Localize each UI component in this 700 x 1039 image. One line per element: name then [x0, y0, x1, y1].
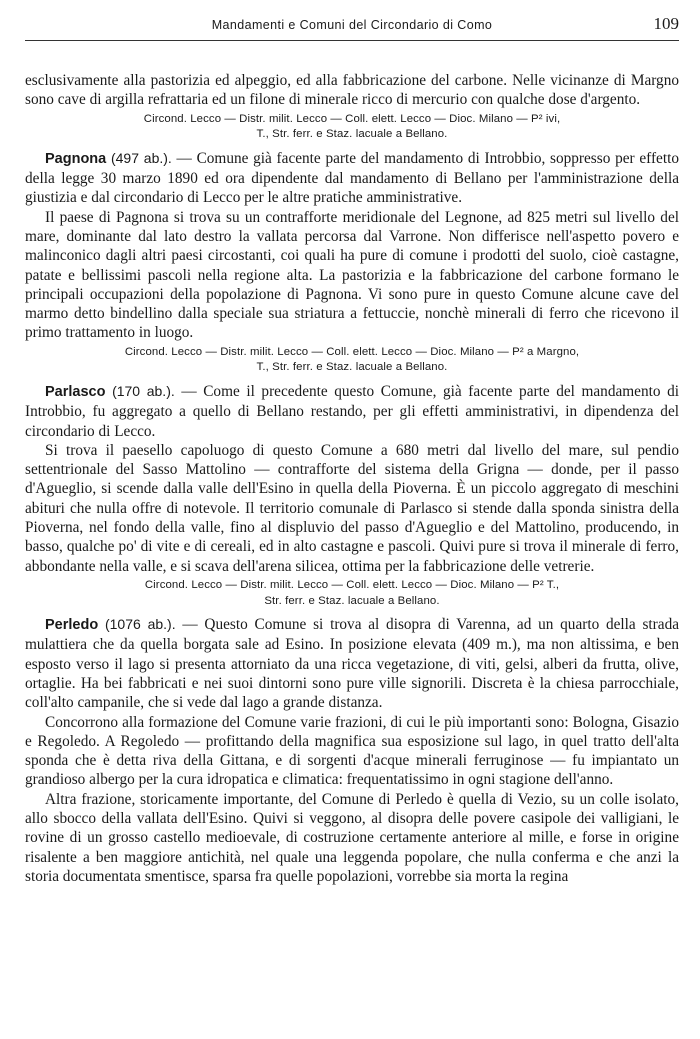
- pagnona-paragraph-1: [25, 149, 679, 208]
- parlasco-name: Parlasco: [45, 383, 106, 400]
- perledo-paragraph-3: Altra frazione, storicamente importante, del Comune di Perledo è quella di Vezio, su un colle isolato, allo sbocco della vallata dell'Esino. Quivi si veggono, al disopra delle povere casipole dei valligiani, le rovine di un grosso castello medioevale, di costruzione certamente anteriore al mille, e forse in origine risalente a ben maggiore antichità, nel quale una leggenda popolare, che nulla conferma e che anzi la storia documentata smentisce, sparsa fra quelle popolazioni, vorrebbe sia morta la regina: [25, 790, 679, 885]
- entry-perledo: [25, 615, 679, 886]
- parlasco-p1-text: — Come il precedente questo Comune, già facente parte del mandamento di Introbbio, fu aggregato a quello di Bellano restando, per gli effetti amministrativi, in dipendenza del circondario di Lecco.: [25, 382, 679, 440]
- running-title: Mandamenti e Comuni del Circondario di Como: [211, 18, 493, 32]
- entry-parlasco: [25, 382, 679, 609]
- intro-meta-line2: T., Str. ferr. e Staz. lacuale a Bellano.: [256, 128, 448, 141]
- document-page: [25, 12, 679, 886]
- pagnona-meta-line1: Circond. Lecco — Distr. milit. Lecco — Coll. elett. Lecco — Dioc. Milano — P² a Margno,: [124, 345, 580, 358]
- perledo-p1-text: — Questo Comune si trova al disopra di Varenna, ad un quarto della strada mulattiera che da quella borgata sale ad Esino. In posizione elevata (409 m.), ma non altissima, e ben esposto verso il lago si presenta attorniato da una ricca vegetazione, di viti, gelsi, alberi da frutta, olive, ortaglie. Ha bei fabbricati e nei suoi dintorni sono pure ville signorili. Discreta è la chiesa parrocchiale, coll'alto campanile, che si vede dal lago a grande distanza.: [25, 616, 680, 712]
- pagnona-name: Pagnona: [45, 150, 107, 167]
- intro-meta-line1: Circond. Lecco — Distr. milit. Lecco — Coll. elett. Lecco — Dioc. Milano — P² ivi,: [143, 112, 561, 125]
- entry-pagnona: [25, 149, 679, 376]
- page-number: 109: [653, 14, 679, 33]
- perledo-paragraph-2: Concorrono alla formazione del Comune varie frazioni, di cui le più importanti sono: Bologna, Gisazio e Regoledo. A Regoledo — profittando della magnifica sua esposizione sul lago, in quel tratto dell'alta sponda che è detta riva della Gittana, e di sorgenti d'acque minerali ferruginose — fu impiantato un grandioso albergo per la cura idropatica e climatica: frequentatissimo in ogni stagione dell'anno.: [25, 713, 679, 789]
- pagnona-admin-info: [25, 345, 679, 376]
- perledo-population: (1076 ab.).: [104, 616, 176, 633]
- page-header: [25, 12, 679, 41]
- parlasco-population: (170 ab.).: [112, 382, 175, 399]
- perledo-name: Perledo: [45, 617, 99, 634]
- perledo-paragraph-1: [25, 615, 679, 712]
- parlasco-meta-line2: Str. ferr. e Staz. lacuale a Bellano.: [264, 594, 440, 607]
- parlasco-admin-info: [25, 578, 679, 609]
- pagnona-meta-line2: T., Str. ferr. e Staz. lacuale a Bellano.: [256, 361, 448, 374]
- parlasco-paragraph-1: [25, 382, 679, 441]
- intro-paragraph: esclusivamente alla pastorizia ed alpeggio, ed alla fabbricazione del carbone. Nelle vicinanze di Margno sono cave di argilla refrattaria ed un filone di minerale ricco di mercurio con qualche dose d'argento.: [25, 72, 679, 109]
- pagnona-population: (497 ab.).: [110, 149, 172, 166]
- pagnona-p1-text: — Comune già facente parte del mandamento di Introbbio, soppresso per effetto della legge 30 marzo 1890 ed ora dipendente dal mandamento di Bellano per l'amministrazione della giustizia e dal circondario di Lecco per le altre pratiche amministrative.: [25, 149, 679, 207]
- parlasco-meta-line1: Circond. Lecco — Distr. milit. Lecco — Coll. elett. Lecco — Dioc. Milano — P² T.,: [144, 578, 560, 591]
- parlasco-paragraph-2: Si trova il paesello capoluogo di questo Comune a 680 metri dal livello del mare, sul pendio settentrionale del Sasso Mattolino — contrafforte del sistema della Grigna — donde, per il passo d'Agueglio, si scende dalla valle dell'Esino in quella della Pioverna. È un piccolo aggregato di meschini abituri che nulla offre di notevole. Il territorio comunale di Parlasco si stende dalla sponda sinistra della Pioverna, nel fondo della valle, fino al displuvio del passo d'Agueglio e del Mattolino, producendo, in basso, qualche po' di vite e di cereali, ed in alto castagne e pascoli. Quivi pure si trova il minerale di ferro, abbondante nella valle, e si scava dell'arena silicea, ottima per la fabbricazione delle vetrerie.: [25, 441, 679, 575]
- intro-block: [25, 71, 679, 143]
- pagnona-paragraph-2: Il paese di Pagnona si trova su un contrafforte meridionale del Legnone, ad 825 metri sul livello del mare, dominante dal lato destro la vallata percorsa dal Varrone. Non differisce nell'aspetto povero e malinconico dagli altri paesi circostanti, coi quali ha pure di comune i prodotti del suolo, cioè castagne, patate e bellissimi pascoli nella regione alta. La pastorizia e la fabbricazione del carbone formano le principali occupazioni della popolazione di Pagnona. Vi sono pure in questo Comune alcune cave del marmo detto bindellino dalla speciale sua striatura a fettuccie, nonchè minerali di ferro che ricevono il primo trattamento in luogo.: [25, 208, 679, 342]
- intro-admin-info: [25, 112, 679, 143]
